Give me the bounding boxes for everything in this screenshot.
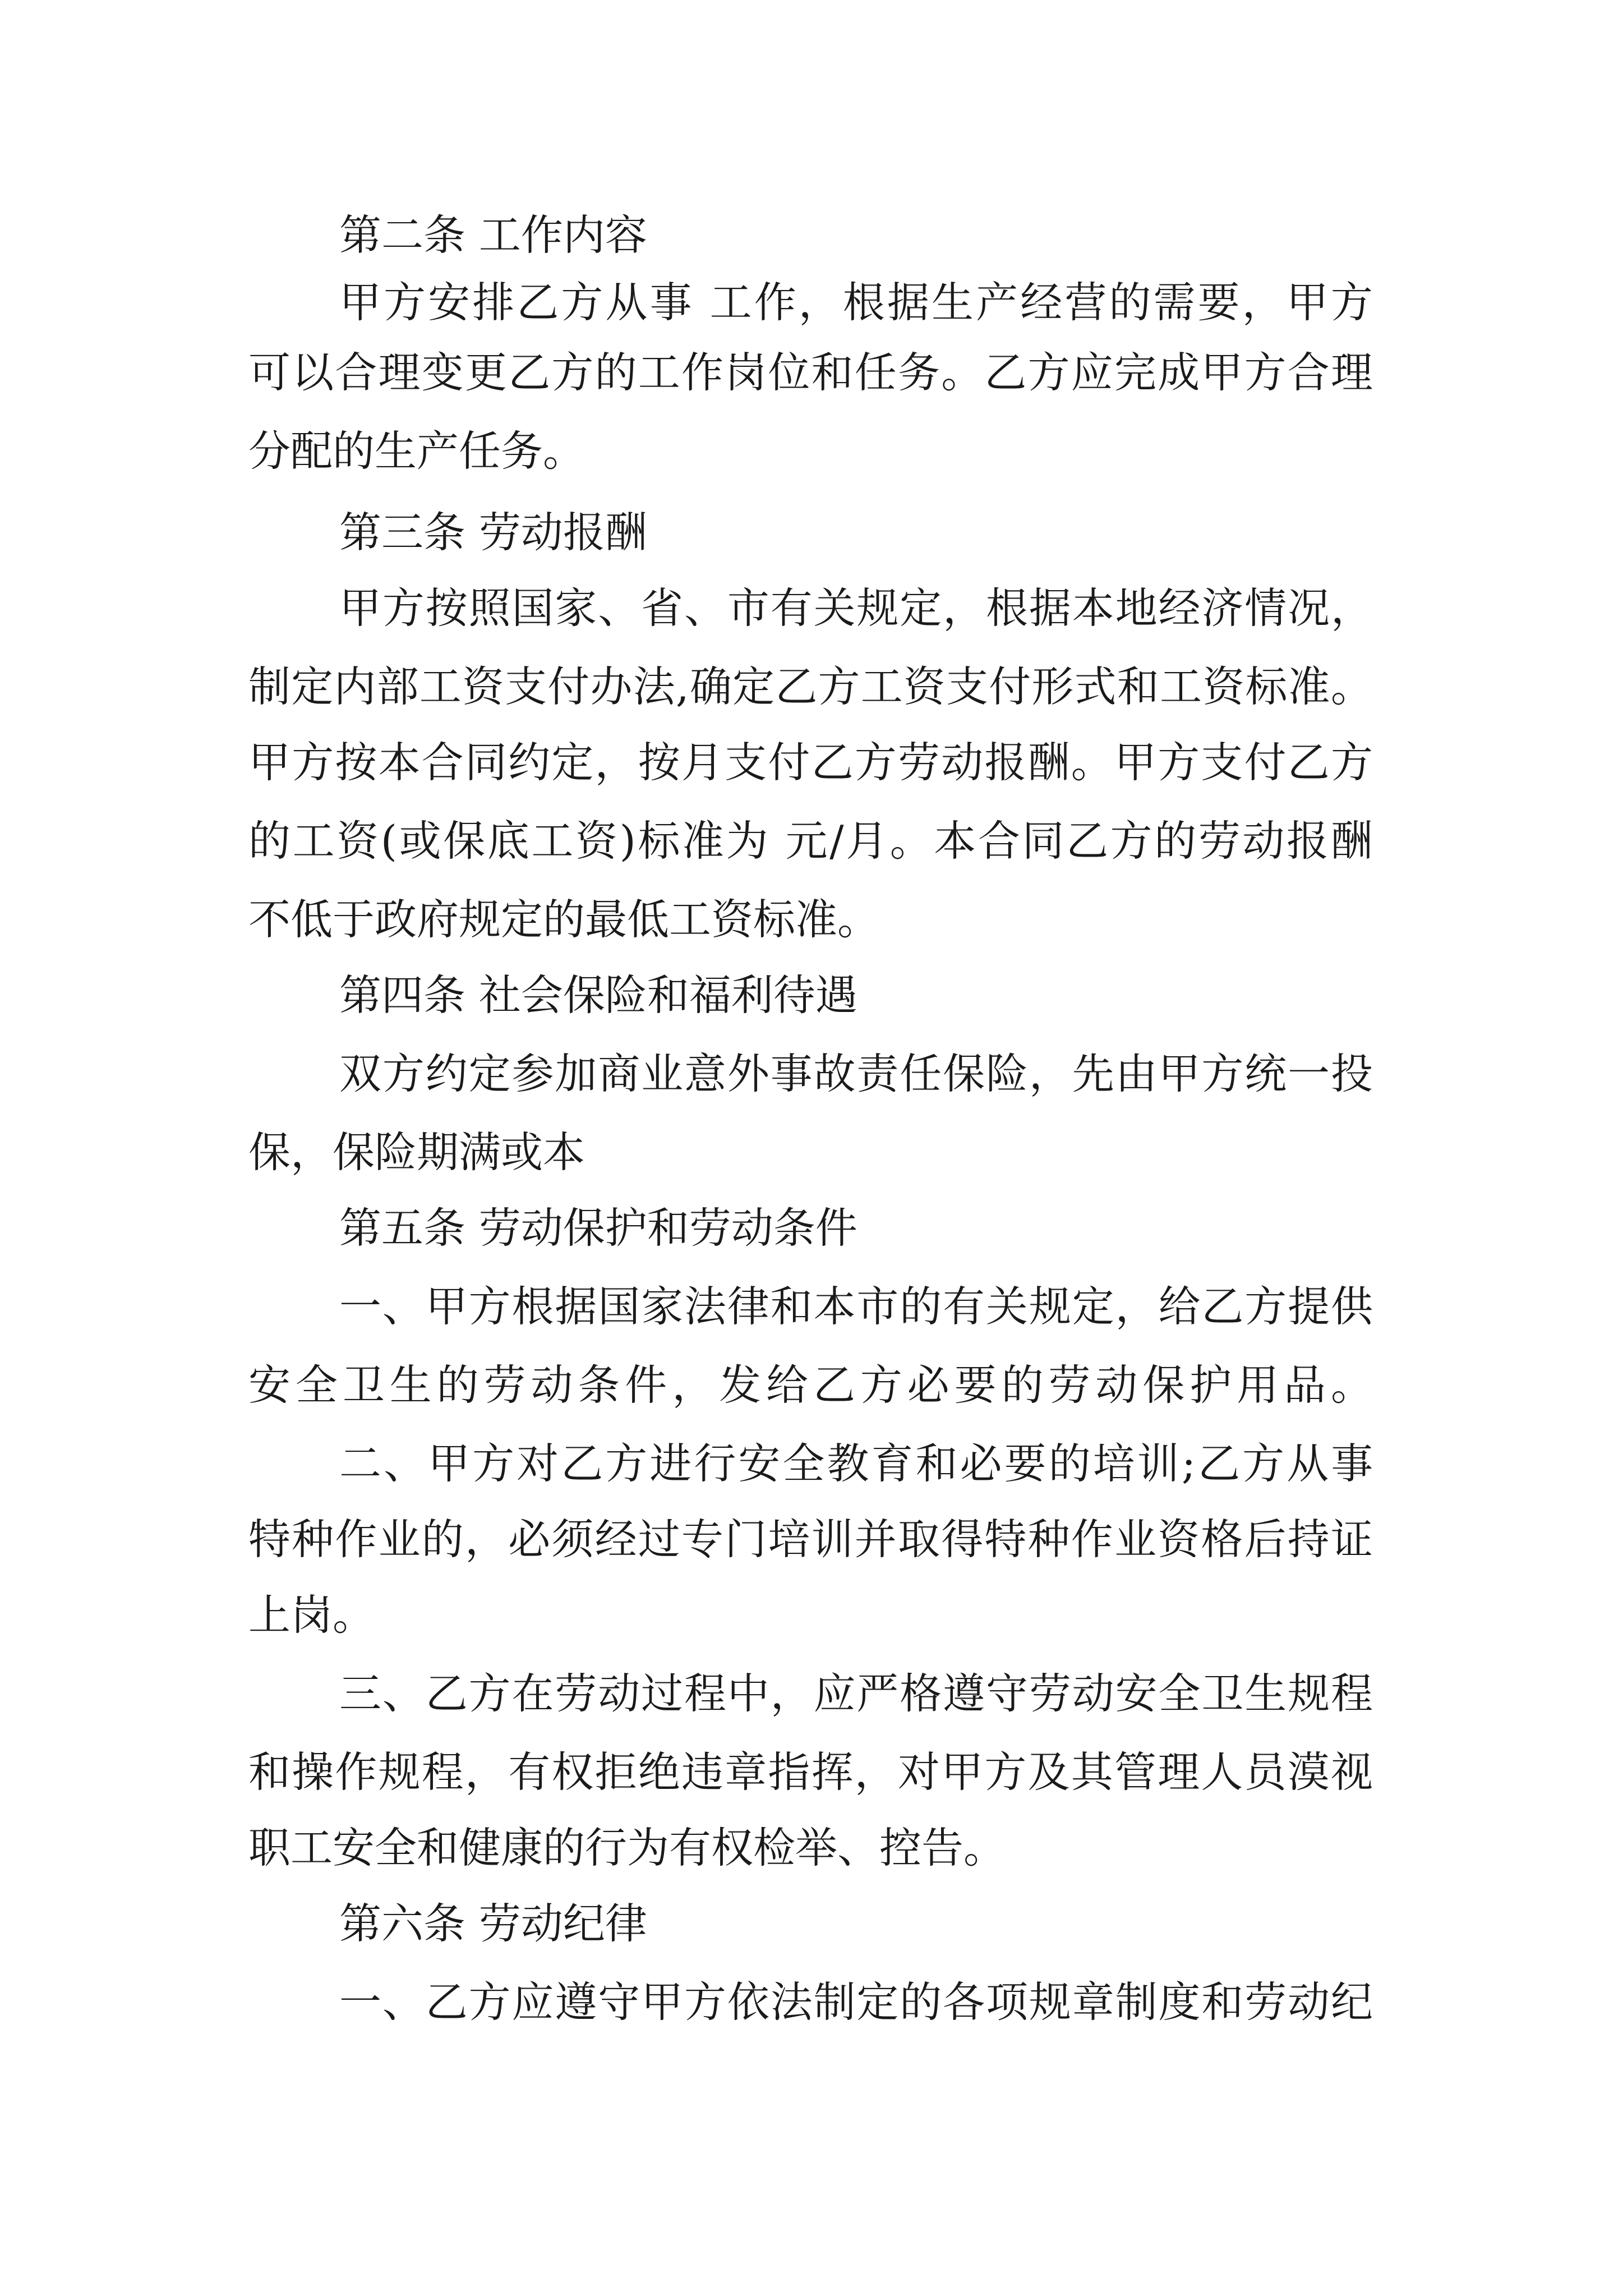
paragraph-line: 可以合理变更乙方的工作岗位和任务。乙方应完成甲方合理 xyxy=(248,348,1375,397)
paragraph-line: 制定内部工资支付办法,确定乙方工资支付形式和工资标准。 xyxy=(248,662,1374,711)
paragraph-line: 甲方按照国家、省、市有关规定，根据本地经济情况， xyxy=(339,583,1374,633)
article-4-heading: 第四条 社会保险和福利待遇 xyxy=(339,970,857,1020)
article-5-heading: 第五条 劳动保护和劳动条件 xyxy=(339,1203,857,1253)
article-2-heading: 第二条 工作内容 xyxy=(339,210,647,260)
paragraph-line: 一、甲方根据国家法律和本市的有关规定，给乙方提供 xyxy=(339,1282,1374,1331)
paragraph-line: 职工安全和健康的行为有权检举、控告。 xyxy=(248,1823,1006,1872)
article-6-heading: 第六条 劳动纪律 xyxy=(339,1899,647,1948)
paragraph-line: 安全卫生的劳动条件，发给乙方必要的劳动保护用品。 xyxy=(248,1360,1378,1410)
paragraph-line: 双方约定参加商业意外事故责任保险，先由甲方统一投 xyxy=(339,1049,1374,1098)
paragraph-line: 一、乙方应遵守甲方依法制定的各项规章制度和劳动纪 xyxy=(339,1977,1374,2027)
paragraph-line: 二、甲方对乙方进行安全教育和必要的培训;乙方从事 xyxy=(339,1439,1376,1488)
paragraph-line: 保，保险期满或本 xyxy=(248,1128,585,1177)
paragraph-line: 的工资(或保底工资)标准为 元/月。本合同乙方的劳动报酬 xyxy=(248,816,1375,866)
paragraph-line: 三、乙方在劳动过程中，应严格遵守劳动安全卫生规程 xyxy=(339,1669,1374,1718)
paragraph-line: 甲方安排乙方从事 工作，根据生产经营的需要，甲方 xyxy=(339,278,1375,327)
paragraph-line: 不低于政府规定的最低工资标准。 xyxy=(248,895,880,944)
paragraph-line: 分配的生产任务。 xyxy=(248,426,585,476)
paragraph-line: 上岗。 xyxy=(248,1590,375,1640)
article-3-heading: 第三条 劳动报酬 xyxy=(339,508,647,557)
paragraph-line: 特种作业的，必须经过专门培训并取得特种作业资格后持证 xyxy=(248,1515,1375,1564)
paragraph-line: 甲方按本合同约定，按月支付乙方劳动报酬。甲方支付乙方 xyxy=(248,738,1375,787)
paragraph-line: 和操作规程，有权拒绝违章指挥，对甲方及其管理人员漠视 xyxy=(248,1747,1375,1797)
